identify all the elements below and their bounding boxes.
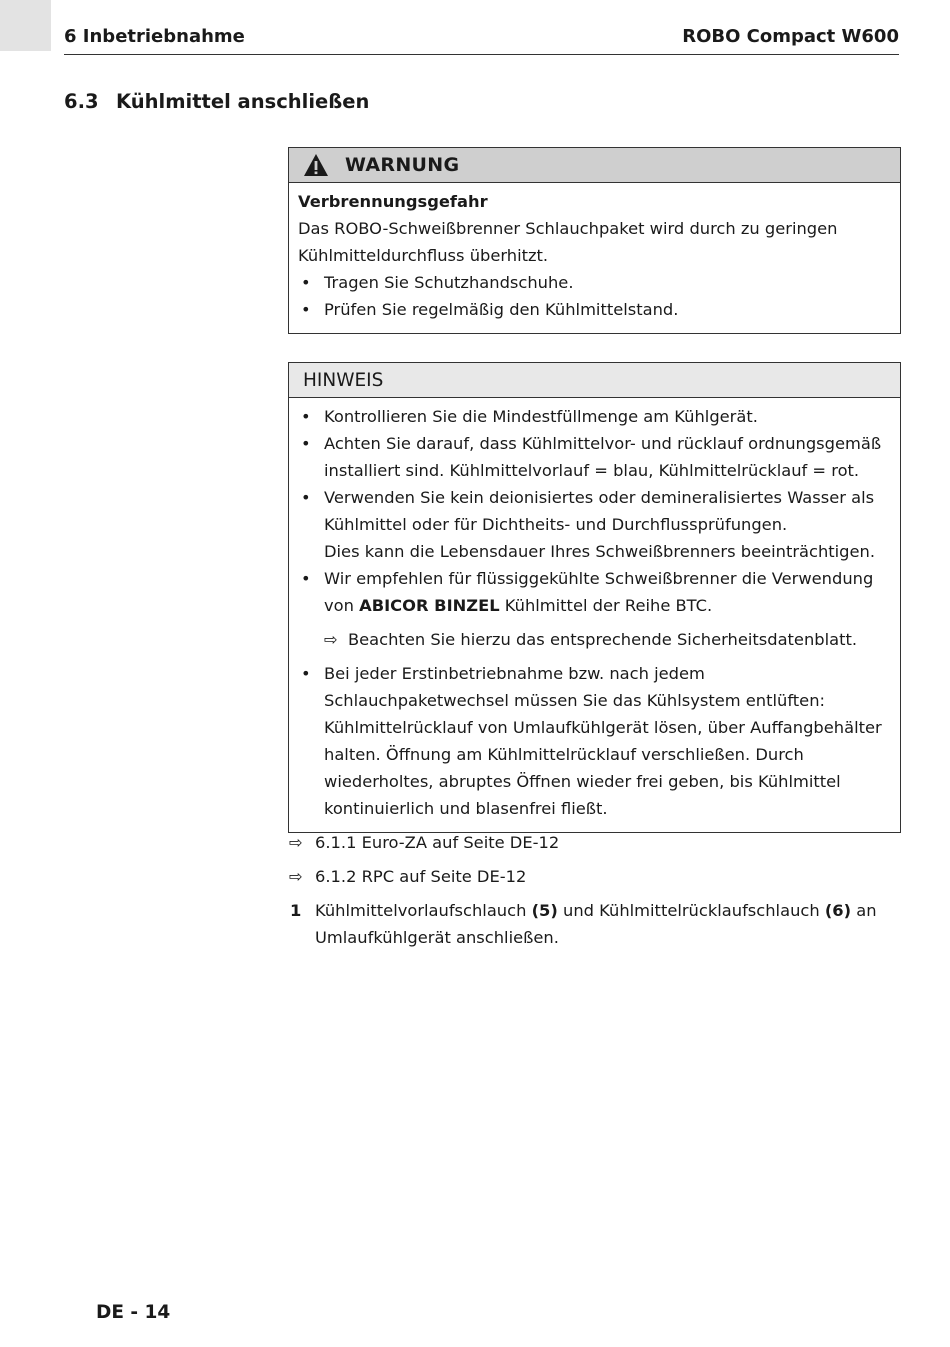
warning-list bbox=[298, 269, 890, 323]
warning-text: Das ROBO-Schweißbrenner Schlauchpaket wird durch zu geringen Kühlmitteldurchfluss überhitzt. bbox=[298, 219, 838, 265]
reference-text: Beachten Sie hierzu das entsprechende Sicherheitsdatenblatt. bbox=[348, 630, 858, 649]
step-ref: (5) bbox=[531, 901, 558, 920]
cross-reference[interactable] bbox=[288, 829, 899, 856]
cross-reference[interactable] bbox=[288, 863, 899, 890]
warning-body bbox=[289, 183, 900, 333]
page-number: DE - 14 bbox=[96, 1302, 171, 1323]
list-item: • Tragen Sie Schutzhandschuhe. bbox=[298, 269, 890, 296]
list-item: • Achten Sie darauf, dass Kühlmittelvor- und rücklauf ordnungsgemäß installiert sind. Kühlmittelvorlauf = blau, Kühlmittelrücklauf = rot. bbox=[298, 430, 890, 484]
cross-reference-text[interactable]: 6.1.2 RPC auf Seite DE-12 bbox=[315, 867, 527, 886]
list-item bbox=[298, 484, 890, 565]
section-heading bbox=[64, 90, 369, 113]
list-item-text: Dies kann die Lebensdauer Ihres Schweißbrenners beeinträchtigen. bbox=[324, 542, 876, 561]
list-item bbox=[298, 565, 890, 619]
step-text: an Umlaufkühlgerät anschließen. bbox=[315, 901, 877, 947]
notice-list-continued bbox=[298, 660, 890, 822]
section-number: 6.3 bbox=[64, 90, 99, 113]
step-ref: (6) bbox=[824, 901, 852, 920]
warning-triangle-icon bbox=[303, 153, 329, 177]
cross-reference-text[interactable]: 6.1.1 Euro-ZA auf Seite DE-12 bbox=[315, 833, 560, 852]
warning-header bbox=[289, 148, 900, 183]
arrow-right-icon: ⇨ bbox=[289, 867, 303, 886]
arrow-right-icon: ⇨ bbox=[289, 833, 303, 852]
step-text: Kühlmittelvorlaufschlauch bbox=[315, 901, 527, 920]
list-item: • Prüfen Sie regelmäßig den Kühlmittelstand. bbox=[298, 296, 890, 323]
warning-subtitle: Verbrennungsgefahr bbox=[298, 192, 488, 211]
notice-box bbox=[288, 362, 901, 833]
list-item-text: Wir empfehlen für flüssiggekühlte Schweißbrenner die Verwendung von bbox=[324, 569, 874, 615]
list-item: • Kontrollieren Sie die Mindestfüllmenge am Kühlgerät. bbox=[298, 403, 890, 430]
warning-title: WARNUNG bbox=[345, 154, 460, 176]
step-text: und Kühlmittelrücklaufschlauch bbox=[563, 901, 820, 920]
list-item: • Bei jeder Erstinbetriebnahme bzw. nach jedem Schlauchpaketwechsel müssen Sie das Kühlsystem entlüften: Kühlmittelrücklauf von Umlaufkühlgerät lösen, über Auffangbehälter halten. Öffnung am Kühlmittelrücklauf verschließen. Durch wiederholtes, abruptes Öffnen wieder frei geben, bis Kühlmittel kontinuierlich und blasenfrei fließt. bbox=[298, 660, 890, 822]
notice-list bbox=[298, 403, 890, 619]
notice-body bbox=[289, 398, 900, 832]
list-item-text: Verwenden Sie kein deionisiertes oder demineralisiertes Wasser als Kühlmittel oder für Dichtheits- und Durchflussprüfungen. bbox=[324, 488, 875, 534]
notice-header bbox=[289, 363, 900, 398]
section-title: Kühlmittel anschließen bbox=[116, 90, 370, 113]
brand-name: ABICOR BINZEL bbox=[359, 596, 500, 615]
warning-box bbox=[288, 147, 901, 334]
header-chapter: 6 Inbetriebnahme bbox=[64, 26, 245, 47]
step-number: 1 bbox=[290, 901, 302, 920]
instruction-step bbox=[288, 897, 899, 951]
datasheet-reference bbox=[298, 626, 890, 653]
references-section bbox=[288, 829, 899, 951]
list-item-text: Kühlmittel der Reihe BTC. bbox=[504, 596, 713, 615]
header-product: ROBO Compact W600 bbox=[682, 26, 899, 47]
page-corner-tab bbox=[0, 0, 51, 51]
arrow-right-icon: ⇨ bbox=[324, 630, 338, 649]
notice-title: HINWEIS bbox=[303, 370, 384, 391]
header-divider bbox=[64, 54, 899, 55]
